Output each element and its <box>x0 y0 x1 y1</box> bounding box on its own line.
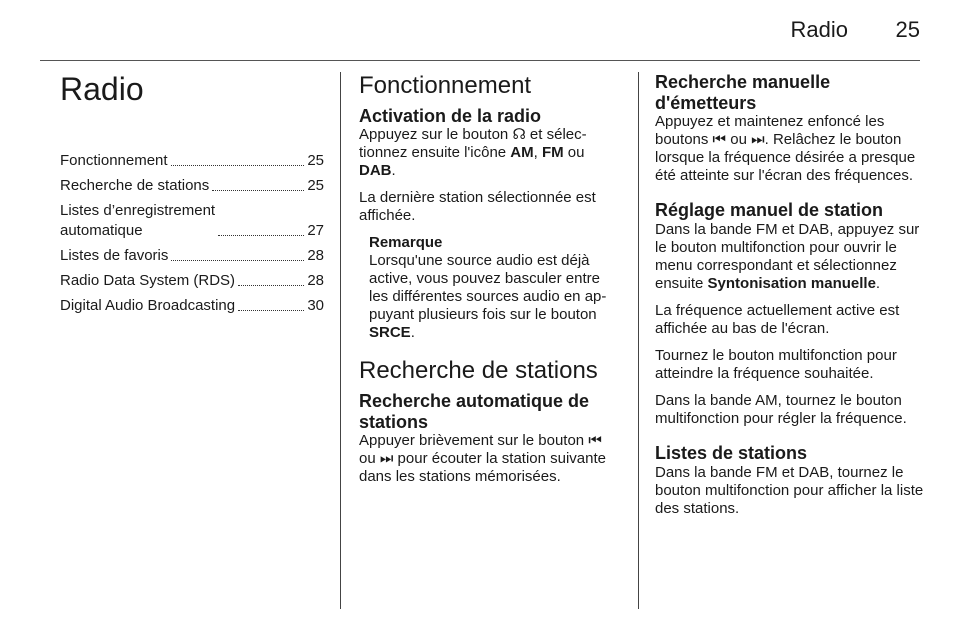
page-header <box>40 0 920 61</box>
subsection-heading: Recherche manuelle d'émetteurs <box>655 72 831 113</box>
subsection-heading: Listes de stations <box>655 443 808 464</box>
paragraph: Appuyez et maintenez enfoncé les boutons ⏮ ou ⏭. Relâchez le bouton lorsque la fréquence désirée a presque été atteinte sur l'écran des fréquences. <box>655 113 916 185</box>
paragraph: Tournez le bouton multifonction pour atteindre la fréquence souhaitée. <box>655 347 897 383</box>
header-title: Radio <box>790 17 848 42</box>
column-divider <box>638 72 639 609</box>
toc-leader <box>238 310 304 311</box>
toc-entry-text: Digital Audio Broadcasting <box>60 297 236 315</box>
toc-entry-text: Recherche de stations <box>60 177 210 195</box>
toc-entry-page: 30 <box>307 297 324 315</box>
section-heading: Fonctionnement <box>359 72 532 99</box>
paragraph: La dernière station sélectionnée est affichée. <box>359 189 596 225</box>
note-text: Lorsqu'une source audio est déjà active, vous pouvez basculer entre les différentes sources audio en appuyant plusieurs fois sur le bouton SRCE. <box>369 252 607 342</box>
toc-entry[interactable] <box>60 296 324 316</box>
previous-track-icon: ⏮ <box>712 131 727 149</box>
toc-entry-text: Fonctionnement <box>60 152 168 170</box>
column-divider <box>340 72 341 609</box>
power-icon: ☊ <box>512 126 526 144</box>
paragraph: Dans la bande FM et DAB, appuyez sur le bouton multifonction pour ouvrir le menu correspondant et sélectionnez ensuite Syntonisation manuelle. <box>655 221 920 293</box>
toc-leader <box>171 165 305 166</box>
previous-track-icon: ⏮ <box>588 432 602 450</box>
page-number: 25 <box>895 17 920 42</box>
toc-entry-page: 25 <box>307 177 324 195</box>
paragraph: La fréquence actuellement active est affichée au bas de l'écran. <box>655 302 900 338</box>
note-box <box>369 234 621 342</box>
chapter-title: Radio <box>60 71 144 107</box>
toc-entry[interactable] <box>60 151 324 171</box>
toc-leader <box>171 260 304 261</box>
paragraph: Dans la bande FM et DAB, tournez le bouton multifonction pour afficher la liste des stations. <box>655 463 924 517</box>
toc-entry-page: 25 <box>307 152 324 170</box>
next-track-icon: ⏭ <box>751 131 765 149</box>
toc-leader <box>218 235 304 236</box>
toc-entry-page: 28 <box>307 247 324 265</box>
subsection-heading: Réglage manuel de station <box>655 200 884 221</box>
toc-entry-text: Listes de favoris <box>60 247 169 265</box>
toc-entry[interactable] <box>60 271 324 291</box>
toc-leader <box>212 190 304 191</box>
toc-column <box>60 72 324 321</box>
toc-entry-page: 27 <box>307 222 324 240</box>
subsection-heading: Activation de la radio <box>359 105 542 126</box>
table-of-contents <box>60 151 324 316</box>
toc-entry[interactable] <box>60 246 324 266</box>
paragraph: Appuyez sur le bouton ☊ et sélectionnez ensuite l'icône AM, FM ou DAB. <box>359 126 587 180</box>
toc-entry[interactable] <box>60 201 324 241</box>
toc-entry-page: 28 <box>307 272 324 290</box>
note-title: Remarque <box>369 234 443 252</box>
content-column-3 <box>655 72 925 527</box>
next-track-icon: ⏭ <box>379 450 394 468</box>
paragraph: Appuyer brièvement sur le bouton ⏮ ou ⏭ pour écouter la station suivante dans les stations mémorisées. <box>359 432 607 486</box>
section-heading: Recherche de stations <box>359 357 598 385</box>
toc-entry[interactable] <box>60 176 324 196</box>
subsection-heading: Recherche automatique de stations <box>359 390 590 432</box>
content-column-2 <box>359 72 621 495</box>
toc-leader <box>238 285 304 286</box>
toc-entry-text: Listes d’enregistrement automatique <box>60 202 216 240</box>
toc-entry-text: Radio Data System (RDS) <box>60 272 236 290</box>
paragraph: Dans la bande AM, tournez le bouton multifonction pour régler la fréquence. <box>655 392 907 428</box>
